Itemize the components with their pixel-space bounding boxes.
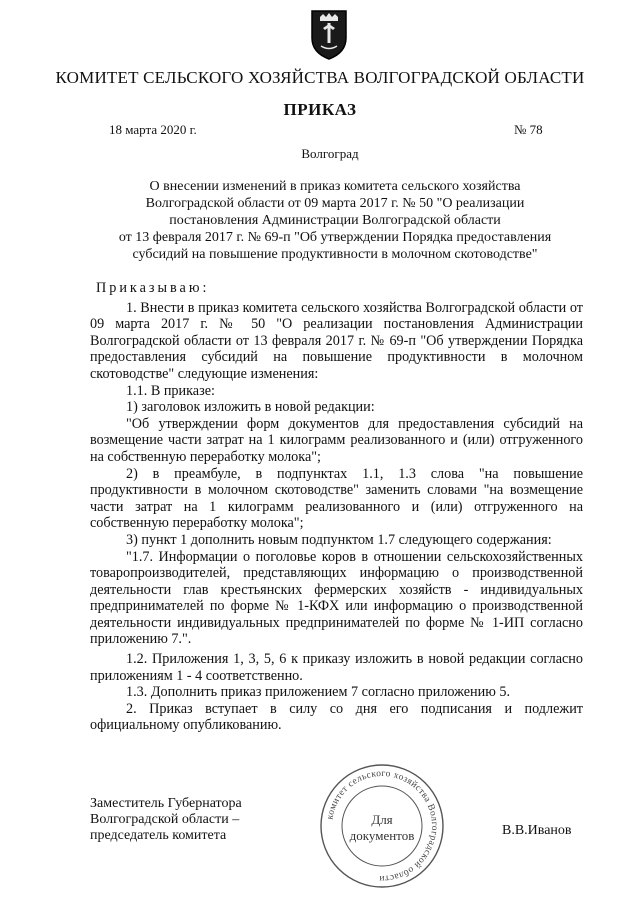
paragraph-1-1-3: 3) пункт 1 дополнить новым подпунктом 1.7 следующего содержания: — [126, 531, 552, 548]
orders-word: Приказываю: — [96, 280, 210, 296]
paragraph-1-1-1: 1) заголовок изложить в новой редакции: — [126, 399, 375, 416]
paragraph-1-1-3-text: "1.7. Информации о поголовье коров в отношении сельскохозяйственных товаропроизводителей, представляющих информацию о производственной деятельности глав крестьянских фермерских хозяйств - индивидуальных предпринимателей по форме № 1-КФХ или информацию о производственной деятельности индивидуальных предпринимателей по форме № 1-ИП согласно приложению 7.". — [90, 548, 583, 648]
signatory-title — [90, 796, 242, 844]
order-subject — [96, 178, 574, 263]
official-stamp — [318, 762, 446, 890]
paragraph-2: 2. Приказ вступает в силу со дня его подписания и подлежит официальному опубликованию. — [90, 700, 583, 734]
paragraph-1-3: 1.3. Дополнить приказ приложением 7 согласно приложению 5. — [126, 684, 511, 701]
subject-line: субсидий на повышение продуктивности в молочном скотоводстве" — [132, 247, 538, 262]
subject-line: постановления Администрации Волгоградской области — [169, 213, 501, 228]
subject-line: от 13 февраля 2017 г. № 69-п "Об утверждении Порядка предоставления — [118, 230, 552, 245]
paragraph-1-1-1-text: "Об утверждении форм документов для предоставления субсидий на возмещение части затрат на 1 килограмм реализованного и (или) отгруженного на собственную переработку молока"; — [90, 415, 583, 465]
stamp-center-line: Для — [371, 812, 393, 827]
subject-line: О внесении изменений в приказ комитета сельского хозяйства — [149, 179, 521, 194]
subject-line: Волгоградской области от 09 марта 2017 г. № 50 "О реализации — [145, 196, 525, 211]
signatory-title-line: Волгоградской области – — [90, 812, 240, 827]
paragraph-1: 1. Внести в приказ комитета сельского хозяйства Волгоградской области от 09 марта 2017 г. № 50 "О реализации постановления Администрации Волгоградской области от 13 февраля 2017 г. № 69-п "Об утверждении Порядка предоставления субсидий на повышение продуктивности в молочном скотоводстве" следующие изменения: — [90, 299, 583, 382]
signatory-title-line: Заместитель Губернатора — [90, 796, 242, 811]
paragraph-1-2: 1.2. Приложения 1, 3, 5, 6 к приказу изложить в новой редакции согласно приложениям 1 - 4 соответственно. — [90, 651, 583, 684]
coat-of-arms-emblem — [309, 8, 349, 60]
signatory-title-line: председатель комитета — [90, 828, 227, 843]
signatory-name: В.В.Иванов — [502, 823, 572, 838]
order-date: 18 марта 2020 г. — [109, 122, 197, 137]
document-type-title: ПРИКАЗ — [283, 100, 357, 119]
order-number: № 78 — [514, 122, 543, 137]
stamp-center-line: документов — [349, 828, 415, 843]
stamp-ring-text: комитет сельского хозяйства Волгоградской области — [325, 768, 440, 884]
order-city: Волгоград — [301, 146, 359, 161]
committee-name: КОМИТЕТ СЕЛЬСКОГО ХОЗЯЙСТВА ВОЛГОГРАДСКОЙ ОБЛАСТИ — [55, 68, 585, 87]
paragraph-1-1: 1.1. В приказе: — [126, 382, 215, 399]
paragraph-1-1-2: 2) в преамбуле, в подпунктах 1.1, 1.3 слова "на повышение продуктивности в молочном скотоводстве" заменить словами "на возмещение части затрат на 1 килограмм реализованного и (или) отгруженного на собственную переработку молока"; — [90, 465, 583, 532]
order-body — [90, 280, 583, 734]
